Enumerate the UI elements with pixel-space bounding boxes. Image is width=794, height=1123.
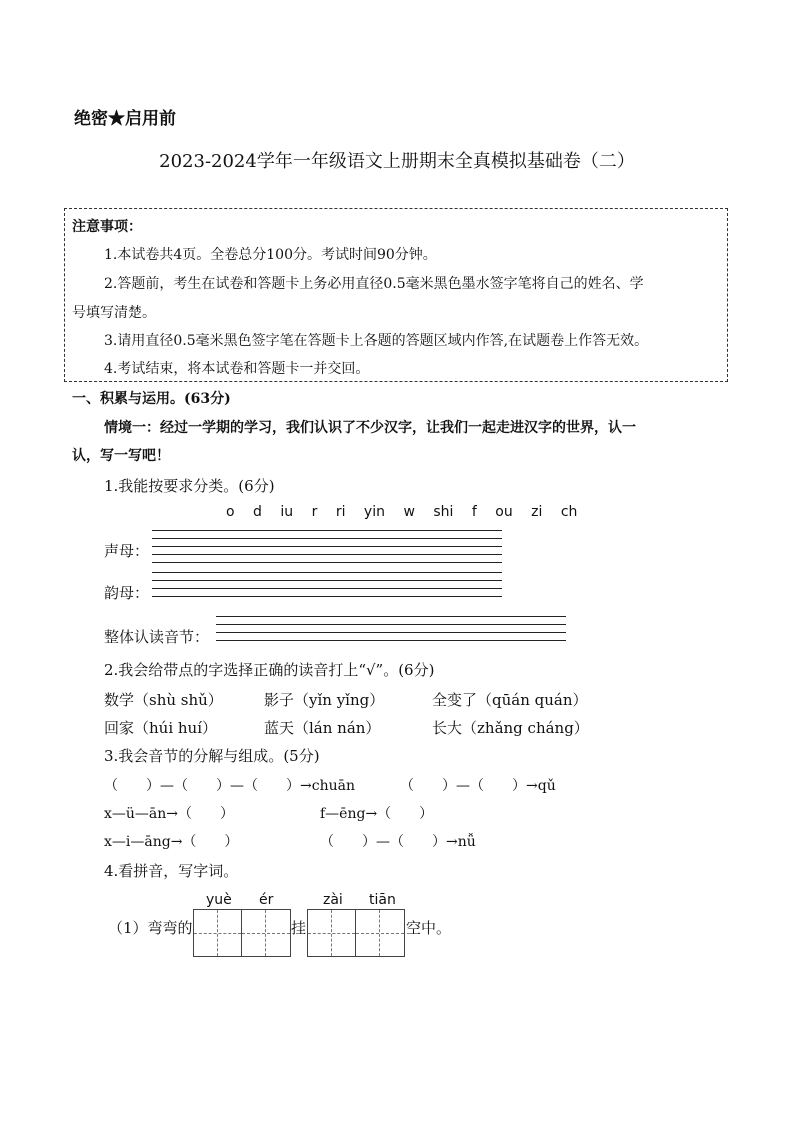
syllable-split-item[interactable]: （ ）—（ ）—（ ）→chuān: [104, 778, 355, 794]
pinyin-label: tiān: [369, 892, 396, 908]
character-cell[interactable]: [308, 910, 356, 956]
syllable: d: [253, 504, 262, 520]
section-heading: 一、积累与运用。(63分): [72, 391, 231, 407]
pinyin-label: zài: [323, 892, 343, 908]
syllable: shi: [433, 504, 454, 520]
finals-label: 韵母：: [104, 584, 150, 602]
syllable: iu: [280, 504, 294, 520]
pinyin-label: yuè: [206, 892, 232, 908]
character-cell[interactable]: [242, 910, 290, 956]
finals-writing-lines[interactable]: [152, 572, 502, 597]
syllable-split-item[interactable]: f—ēng→（ ）: [320, 806, 434, 822]
character-cell[interactable]: [356, 910, 404, 956]
ending-text: 空中。: [406, 919, 452, 937]
syllable: yin: [363, 504, 385, 520]
pinyin-label: ér: [259, 892, 274, 908]
notice-item-2-cont: 号填写清楚。: [72, 305, 156, 321]
initials-writing-lines[interactable]: [152, 530, 502, 563]
syllable: f: [471, 504, 477, 520]
character-cell[interactable]: [194, 910, 242, 956]
syllable: ri: [335, 504, 346, 520]
connector-text: 挂: [291, 919, 307, 937]
syllable: w: [403, 504, 415, 520]
reading-option[interactable]: 数学（shù shǔ）: [104, 691, 223, 709]
question-1-prompt: 1.我能按要求分类。(6分): [104, 477, 275, 495]
whole-syllable-writing-lines[interactable]: [216, 616, 566, 641]
reading-option[interactable]: 全变了（qūán quán）: [432, 691, 588, 709]
character-grid-yue-er[interactable]: [193, 909, 291, 957]
reading-option[interactable]: 蓝天（lán nán）: [264, 719, 381, 737]
exam-title: 2023-2024学年一年级语文上册期末全真模拟基础卷（二）: [159, 151, 635, 172]
syllable-list: [226, 504, 591, 520]
notice-item-2: 2.答题前，考生在试卷和答题卡上务必用直径0.5毫米黑色墨水签字笔将自己的姓名、学: [104, 276, 644, 292]
notice-heading: 注意事项：: [72, 219, 142, 235]
syllable-split-item[interactable]: x—i—āng→（ ）: [104, 834, 239, 850]
question-3-prompt: 3.我会音节的分解与组成。(5分): [104, 747, 320, 765]
syllable-split-item[interactable]: （ ）—（ ）→nǚ: [320, 834, 476, 850]
reading-option[interactable]: 长大（zhǎng cháng）: [432, 719, 589, 737]
syllable: r: [311, 504, 318, 520]
notice-item-1: 1.本试卷共4页。全卷总分100分。考试时间90分钟。: [104, 247, 437, 263]
syllable: ou: [495, 504, 513, 520]
syllable-split-item[interactable]: （ ）—（ ）→qǔ: [400, 778, 556, 794]
reading-option[interactable]: 回家（húi huí）: [104, 719, 218, 737]
question-4-prompt: 4.看拼音，写字词。: [104, 862, 239, 880]
notice-box: [64, 208, 728, 382]
confidential-label: 绝密★启用前: [74, 109, 176, 129]
question-2-prompt: 2.我会给带点的字选择正确的读音打上“√”。(6分): [104, 661, 435, 679]
notice-item-4: 4.考试结束，将本试卷和答题卡一并交回。: [104, 361, 370, 377]
notice-item-3: 3.请用直径0.5毫米黑色签字笔在答题卡上各题的答题区域内作答,在试题卷上作答无效。: [104, 333, 649, 349]
scenario-text-line2: 认，写一写吧！: [72, 448, 170, 464]
whole-syllable-label: 整体认读音节：: [104, 628, 210, 646]
syllable: o: [226, 504, 235, 520]
character-grid-zai-tian[interactable]: [307, 909, 405, 957]
syllable-split-item[interactable]: x—ü—ān→（ ）: [104, 806, 235, 822]
scenario-text-line1: 情境一：经过一学期的学习，我们认识了不少汉字，让我们一起走进汉字的世界，认一: [104, 420, 636, 436]
syllable: ch: [560, 504, 578, 520]
word-item-label: （1）弯弯的: [108, 919, 193, 937]
reading-option[interactable]: 影子（yǐn yǐng）: [264, 691, 385, 709]
initials-label: 声母：: [104, 542, 150, 560]
syllable: zi: [531, 504, 543, 520]
